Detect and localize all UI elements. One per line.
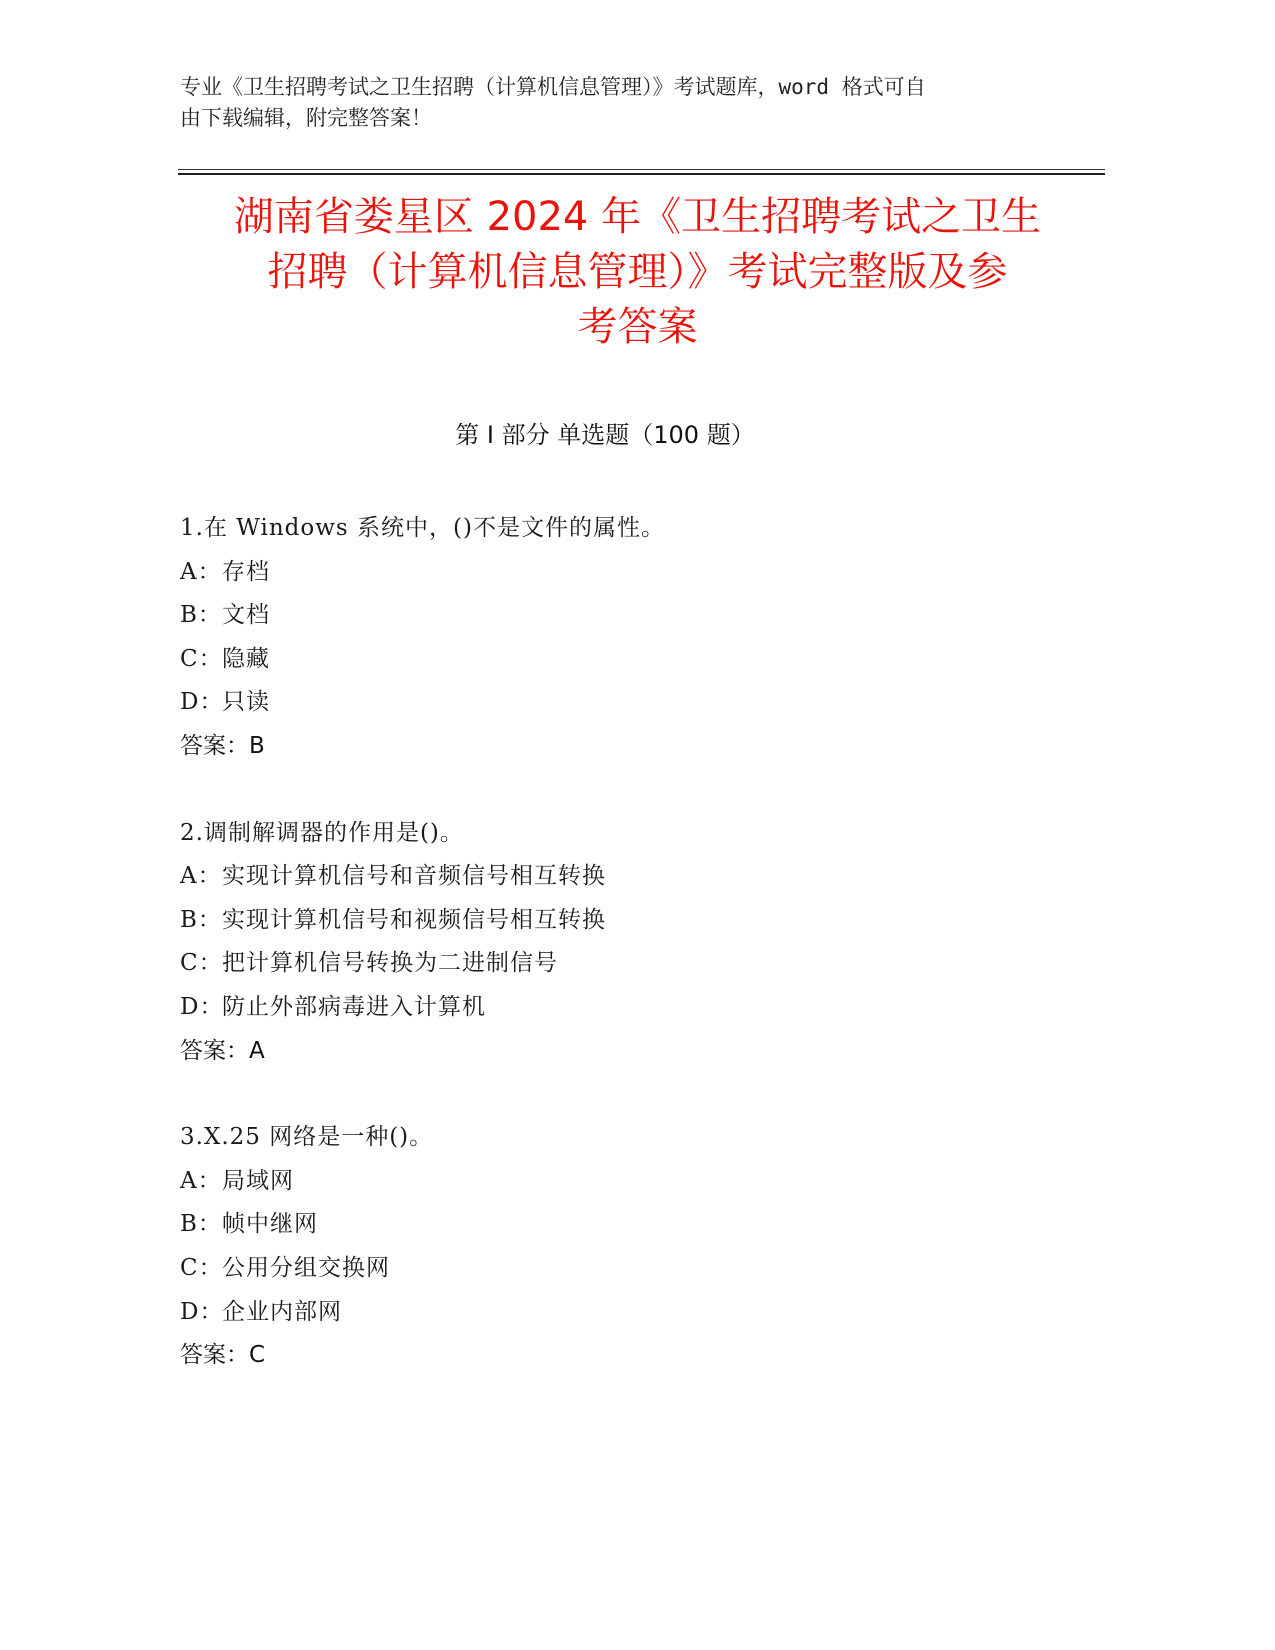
question-option [180, 551, 1080, 595]
option-key: D： [180, 993, 224, 1020]
option-text: 实现计算机信号和视频信号相互转换 [222, 906, 606, 933]
header-divider-thick [178, 173, 1105, 175]
question-option [180, 942, 1080, 986]
option-key: B： [180, 1211, 222, 1238]
question-answer: 答案：B [180, 732, 265, 759]
question-answer: 答案：C [180, 1342, 266, 1369]
option-text: 实现计算机信号和音频信号相互转换 [222, 863, 606, 890]
option-text: 帧中继网 [222, 1211, 318, 1238]
title-line-3: 考答案 [577, 304, 698, 350]
question-option [180, 1160, 1080, 1204]
question-answer: 答案：A [180, 1037, 265, 1064]
question-option [180, 681, 1080, 725]
question-option [180, 899, 1080, 943]
header-note-line-1: 专业《卫生招聘考试之卫生招聘（计算机信息管理）》考试题库，word 格式可自 [180, 75, 926, 99]
option-text: 隐藏 [222, 645, 270, 672]
question-option [180, 855, 1080, 899]
option-text: 把计算机信号转换为二进制信号 [222, 950, 558, 977]
question-option [180, 986, 1080, 1030]
document-header-note [180, 72, 1060, 134]
option-key: A： [180, 863, 222, 890]
option-key: C： [180, 950, 223, 977]
option-key: C： [180, 1254, 223, 1281]
section-heading: 第 I 部分 单选题（100 题） [455, 421, 755, 449]
option-key: B： [180, 602, 222, 629]
option-key: D： [180, 1298, 224, 1325]
header-divider-thin [178, 169, 1105, 170]
option-text: 局域网 [222, 1167, 294, 1194]
option-text: 企业内部网 [222, 1298, 342, 1325]
question-option [180, 1291, 1080, 1335]
question-list [180, 507, 1080, 1421]
option-key: C： [180, 645, 223, 672]
question-option [180, 594, 1080, 638]
option-key: D： [180, 689, 224, 716]
option-text: 只读 [222, 689, 270, 716]
question-option [180, 638, 1080, 682]
question-stem: 2.调制解调器的作用是()。 [180, 819, 464, 846]
question-item [180, 812, 1080, 1074]
header-note-line-2: 由下载编辑，附完整答案！ [180, 106, 432, 130]
question-stem: 1.在 Windows 系统中，()不是文件的属性。 [180, 515, 665, 541]
question-option [180, 1247, 1080, 1291]
option-text: 文档 [222, 602, 270, 629]
option-key: A： [180, 1167, 222, 1194]
title-line-1: 湖南省娄星区 2024 年《卫生招聘考试之卫生 [233, 194, 1042, 240]
option-text: 存档 [222, 558, 270, 585]
document-title [150, 190, 1125, 355]
option-text: 防止外部病毒进入计算机 [222, 993, 486, 1020]
option-text: 公用分组交换网 [222, 1254, 390, 1281]
question-item [180, 507, 1080, 769]
option-key: A： [180, 558, 222, 585]
question-stem: 3.X.25 网络是一种()。 [180, 1124, 434, 1151]
question-item [180, 1116, 1080, 1378]
title-line-2: 招聘（计算机信息管理）》考试完整版及参 [267, 249, 1008, 295]
option-key: B： [180, 906, 222, 933]
question-option [180, 1203, 1080, 1247]
